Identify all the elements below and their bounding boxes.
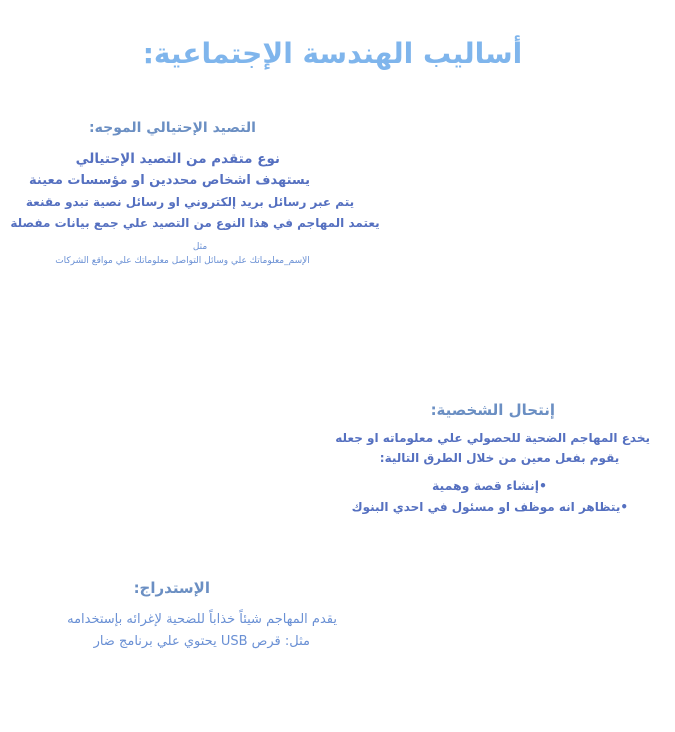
impersonation-bullet-2: •يتظاهر انه موظف او مسئول في احدي البنوك: [351, 500, 628, 514]
spear-phishing-line-2: يستهدف اشخاص محددين او مؤسسات معينة: [29, 173, 310, 188]
impersonation-heading: إنتحال الشخصية:: [430, 401, 555, 419]
spear-phishing-example-text: الإسم_معلوماتك علي وسائل التواصل معلوماتك علي مواقع الشركات: [55, 256, 310, 266]
baiting-heading: الإستدراج:: [133, 579, 210, 597]
spear-phishing-line-4: يعتمد المهاجم في هذا النوع من التصيد علي جمع بيانات مفصلة: [10, 216, 380, 230]
impersonation-bullet-1: •إنشاء قصة وهمية: [431, 478, 547, 493]
spear-phishing-example-label: مثل: [192, 242, 208, 252]
spear-phishing-line-3: يتم عبر رسائل بريد إلكتروني او رسائل نصية تبدو مقنعة: [25, 195, 355, 209]
spear-phishing-heading: التصيد الإحتيالي الموجه:: [89, 120, 256, 136]
baiting-line-1: يقدم المهاجم شيئاً خذاباً للضحية لإغرائه بإستخدامه: [67, 612, 337, 627]
baiting-line-2: مثل: قرص USB يحتوي علي برنامج ضار: [93, 634, 310, 649]
spear-phishing-line-1: نوع متقدم من التصيد الإحتيالي: [75, 151, 280, 167]
impersonation-line-2: يقوم بفعل معين من خلال الطرق التالية:: [379, 451, 620, 465]
page-title: أساليب الهندسة الإجتماعية:: [142, 37, 523, 70]
impersonation-line-1: يخدع المهاجم الضحية للحصولي علي معلوماته او جعله: [335, 431, 650, 445]
